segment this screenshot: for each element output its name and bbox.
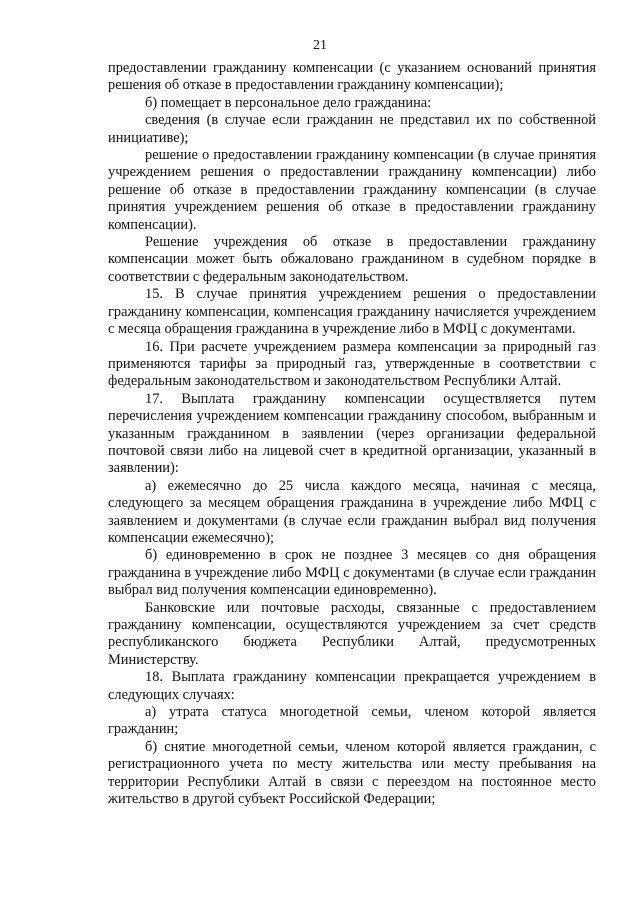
paragraph-appeal: Решение учреждения об отказе в предоставлении гражданину компенсации может быть обжаловано гражданином в судебном порядке в соответствии с федеральным законодательством. — [108, 234, 596, 285]
paragraph-17-b: б) единовременно в срок не позднее 3 месяцев со дня обращения гражданина в учреждение либо МФЦ с документами (в случае если гражданин выбрал вид получения компенсации единовременно). — [108, 547, 596, 599]
paragraph-15: 15. В случае принятия учреждением решения о предоставлении гражданину компенсации, компенсация гражданину начисляется учреждением с месяца обращения гражданина в учреждение либо в МФЦ с документами. — [108, 286, 596, 338]
paragraph-18-a: а) утрата статуса многодетной семьи, членом которой является гражданин; — [108, 704, 596, 738]
paragraph-16: 16. При расчете учреждением размера компенсации за природный газ применяются тарифы за природный газ, утвержденные в соответствии с федеральным законодательством и законодательством Республики Алтай. — [108, 338, 596, 390]
paragraph-b-personal-file: б) помещает в персональное дело гражданина: — [145, 94, 432, 111]
paragraph-17: 17. Выплата гражданину компенсации осуществляется путем перечисления учреждением компенсации гражданину способом, выбранным и указанным гражданином в заявлении (через организации федеральной почтовой связи либо на лицевой счет в кредитной организации, указанный в заявлении): — [108, 390, 596, 477]
paragraph-decision: решение о предоставлении гражданину компенсации (в случае принятия учреждением решения о предоставлении гражданину компенсации) либо решение об отказе в предоставлении гражданину компенсации (в случае принятия учреждением решения об отказе в предоставлении гражданину компенсации). — [108, 147, 596, 233]
paragraph-information: сведения (в случае если гражданин не представил их по собственной инициативе); — [108, 112, 596, 146]
paragraph-18-b: б) снятие многодетной семьи, членом которой является гражданин, с регистрационного учета по месту жительства или месту пребывания на территории Республики Алтай в связи с переездом на постоянное место жительство в другой субъект Российской Федерации; — [108, 738, 596, 808]
paragraph-bank-expenses: Банковские или почтовые расходы, связанные с предоставлением гражданину компенсации, осуществляются учреждением за счет средств республиканского бюджета Республики Алтай, предусмотренных Министерству. — [108, 599, 596, 668]
paragraph-continuation: предоставлении гражданину компенсации (с указанием оснований принятия решения об отказе в предоставлении гражданину компенсации); — [108, 60, 596, 94]
paragraph-17-a: а) ежемесячно до 25 числа каждого месяца, начиная с месяца, следующего за месяцем обращения гражданина в учреждение либо МФЦ с заявлением и документами (в случае если гражданин выбрал вид получения компенсации ежемесячно); — [108, 477, 596, 546]
paragraph-18: 18. Выплата гражданину компенсации прекращается учреждением в следующих случаях: — [108, 669, 596, 703]
document-body — [108, 60, 596, 808]
page-number: 21 — [313, 38, 327, 53]
